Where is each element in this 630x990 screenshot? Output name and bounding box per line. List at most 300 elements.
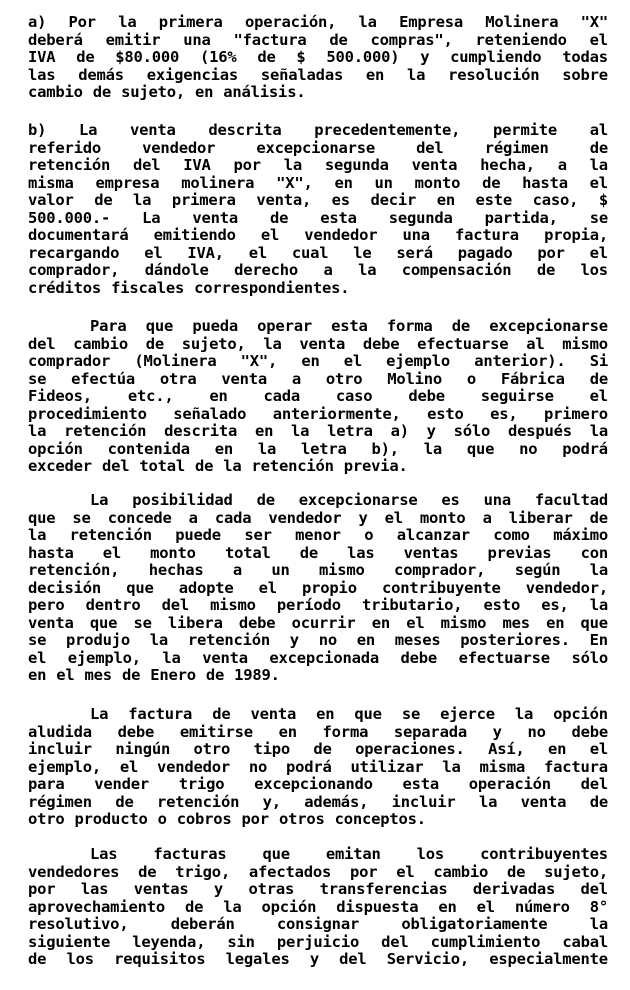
word: efectuarse — [417, 334, 509, 353]
word: las — [80, 880, 109, 898]
word: puede — [175, 526, 221, 544]
word: "X", — [276, 173, 313, 192]
word: el — [589, 173, 608, 192]
word: régimen — [28, 792, 92, 811]
word: Para — [90, 317, 127, 335]
word: no — [248, 757, 268, 776]
word: el — [589, 30, 608, 49]
word: En — [589, 631, 608, 649]
word: o — [364, 526, 374, 544]
word: cual — [291, 243, 329, 262]
word: efectúa — [71, 369, 136, 388]
word: otro — [193, 740, 231, 758]
word: que — [262, 845, 290, 863]
word: anterior). — [474, 352, 566, 370]
word: y — [426, 422, 436, 440]
word: Molinera — [485, 13, 559, 31]
word: la — [291, 422, 310, 440]
word: efectuarse — [458, 648, 550, 667]
word: legales — [225, 950, 290, 968]
word: excepcionarse — [298, 491, 418, 509]
word: $ — [296, 48, 306, 66]
word: la — [263, 334, 282, 353]
word: de — [145, 334, 164, 353]
word: dentro — [85, 596, 141, 614]
word: en — [371, 613, 390, 632]
word: de — [589, 792, 608, 811]
word: demás — [78, 65, 124, 84]
word: especialmente — [489, 950, 608, 968]
word: la — [589, 156, 608, 174]
word: aprovechamiento — [28, 897, 165, 916]
word: total — [224, 543, 271, 562]
word: pagado — [457, 243, 513, 262]
word: de — [270, 208, 289, 227]
text-line — [28, 562, 608, 580]
word: la — [478, 792, 498, 811]
word: todas — [562, 48, 608, 66]
word: la — [423, 439, 443, 458]
word: caso — [335, 387, 373, 405]
word: de — [329, 30, 348, 49]
word: empresa — [95, 173, 160, 192]
word: por — [28, 880, 56, 898]
word: esto — [427, 404, 464, 423]
word: la — [223, 897, 242, 916]
word: dándole — [144, 261, 209, 279]
word: en — [548, 740, 567, 758]
word: de — [94, 191, 113, 209]
text-line — [28, 245, 608, 263]
word: vendedor — [268, 508, 342, 527]
word: operaciones. — [355, 740, 465, 758]
word: excepcionada — [269, 648, 379, 667]
word: venta, — [256, 191, 312, 209]
word: sobre — [562, 65, 608, 84]
word: en — [316, 705, 335, 723]
word: en — [195, 83, 214, 101]
word: es, — [541, 596, 569, 614]
text-line — [28, 899, 608, 917]
word: de — [451, 317, 470, 335]
word: del — [101, 457, 130, 475]
word: emitirse — [179, 722, 253, 741]
word: cumpliendo — [450, 48, 542, 66]
word: mismo — [318, 561, 365, 579]
word: debe — [571, 722, 608, 741]
word: el — [144, 243, 163, 262]
word: y — [420, 48, 430, 66]
word: comprador, — [394, 561, 486, 579]
word: otros — [278, 810, 325, 828]
text-line — [28, 776, 608, 794]
word: decisión — [28, 578, 102, 597]
word: número — [514, 897, 570, 916]
word: excepcionarse — [256, 138, 376, 157]
word: operar — [257, 317, 312, 335]
word: el — [476, 897, 495, 916]
text-line — [28, 759, 608, 777]
word: en — [278, 722, 297, 741]
word: esta — [331, 317, 368, 335]
word: factura — [455, 226, 519, 244]
word: vendedor, — [525, 578, 608, 597]
text-line — [28, 545, 608, 563]
word: del — [416, 138, 444, 157]
word: procedimiento — [28, 404, 147, 423]
word: opción — [28, 439, 83, 458]
word: descrita — [208, 121, 282, 139]
word: b) — [28, 121, 47, 139]
word: propio — [302, 578, 357, 597]
word: los — [416, 845, 445, 863]
word: el — [589, 387, 608, 405]
word: 500.000.- — [28, 208, 111, 227]
word: en — [301, 352, 320, 370]
text-line — [28, 318, 608, 336]
word: el — [589, 740, 608, 758]
word: sujeto, — [181, 334, 246, 353]
word: el — [384, 508, 403, 527]
word: derecho — [234, 261, 299, 279]
word: de — [313, 740, 332, 758]
word: de — [121, 666, 141, 684]
word: por — [349, 862, 378, 881]
word: la — [589, 422, 608, 440]
word: menor — [295, 526, 341, 544]
word: el — [260, 226, 280, 244]
word: misma — [28, 173, 74, 192]
word: contribuyentes — [480, 845, 608, 863]
word: referido — [28, 138, 102, 157]
word: vendedor — [142, 138, 216, 157]
word: y — [213, 880, 224, 898]
word: del — [133, 156, 161, 174]
text-line — [28, 84, 608, 102]
word: del — [339, 950, 367, 968]
word: la — [118, 13, 137, 31]
word: de — [256, 491, 275, 509]
word: la — [589, 561, 608, 579]
word: del — [580, 880, 608, 898]
word: tributario, — [361, 596, 463, 614]
word: a — [557, 156, 567, 174]
word: correspondientes. — [194, 278, 350, 297]
word: se — [589, 208, 608, 227]
word: y — [492, 722, 502, 741]
word: se — [28, 369, 47, 388]
word: previa. — [343, 457, 408, 475]
word: es — [331, 191, 350, 209]
word: no — [519, 439, 538, 458]
word: separada — [393, 722, 467, 741]
word: la — [133, 191, 152, 209]
word: vendedores — [28, 862, 120, 881]
word: el — [119, 757, 139, 776]
word: alcanzar — [396, 526, 470, 544]
word: venta — [299, 334, 346, 353]
word: 1989. — [234, 666, 280, 684]
word: ningún — [115, 740, 171, 758]
word: debe — [400, 648, 438, 667]
word: máximo — [553, 526, 608, 544]
word: se — [401, 705, 421, 723]
word: (16% — [200, 48, 237, 66]
word: se — [28, 631, 47, 649]
text-line — [28, 794, 608, 812]
word: mes — [502, 613, 530, 632]
text-line — [28, 32, 608, 50]
text-line — [28, 406, 608, 424]
word: Empresa — [399, 13, 463, 31]
word: emitiendo — [153, 226, 236, 244]
text-line — [28, 580, 608, 598]
word: los — [66, 950, 94, 968]
word: IVA — [28, 48, 56, 66]
word: siguiente — [28, 932, 111, 951]
word: hasta — [522, 173, 568, 192]
word: monto — [419, 508, 466, 527]
word: según — [514, 561, 561, 579]
word: posibilidad — [132, 491, 233, 509]
word: liberar — [508, 508, 573, 527]
text-line — [28, 492, 608, 510]
word: a) — [28, 13, 47, 31]
word: además, — [304, 792, 369, 811]
word: hechas — [148, 561, 204, 579]
word: retención — [28, 156, 111, 174]
word: y — [289, 631, 299, 649]
word: retención — [187, 631, 270, 649]
word: IVA, — [187, 243, 224, 262]
word: retención — [64, 422, 147, 440]
word: una — [183, 30, 211, 49]
word: de — [589, 508, 608, 527]
word: previas — [487, 543, 552, 562]
word: deberán — [170, 915, 235, 933]
word: la — [589, 596, 608, 614]
word: utilizar — [350, 757, 424, 776]
word: IVA — [183, 156, 211, 174]
word: en — [436, 191, 455, 209]
word: podrá — [285, 757, 332, 776]
word: opción — [553, 705, 608, 723]
word: la — [358, 13, 377, 31]
word: la — [407, 65, 426, 84]
word: será — [396, 243, 433, 262]
word: letra — [300, 439, 347, 458]
word: régimen — [484, 138, 549, 157]
word: venta — [411, 156, 458, 174]
word: cambio — [28, 83, 83, 101]
word: y — [358, 508, 368, 527]
text-line — [28, 881, 608, 899]
word: transferencias — [319, 880, 448, 898]
text-line — [28, 14, 608, 32]
word: ejemplo, — [28, 757, 102, 776]
text-line — [28, 336, 608, 354]
text-line — [28, 458, 608, 476]
word: en — [356, 631, 376, 649]
word: un — [271, 561, 290, 579]
word: una — [402, 226, 430, 244]
word: comprador — [28, 352, 111, 370]
word: sólo — [571, 648, 608, 667]
word: sólo — [453, 422, 491, 440]
word: en — [28, 666, 47, 684]
word: producto — [74, 810, 148, 828]
word: primera — [171, 191, 236, 209]
word: anteriormente, — [272, 404, 401, 423]
word: incluir — [28, 740, 92, 758]
word: por — [241, 810, 269, 828]
word: señalado — [173, 404, 247, 423]
word: concede — [107, 508, 172, 527]
word: facultad — [534, 491, 608, 509]
word: dispuesta — [336, 897, 419, 916]
text-line — [28, 388, 608, 406]
word: primera — [158, 13, 223, 31]
word: y, — [262, 792, 281, 811]
word: otras — [248, 880, 295, 898]
word: excepcionarse — [489, 317, 608, 335]
text-line — [28, 262, 608, 280]
text-line — [28, 49, 608, 67]
word: período — [276, 596, 341, 614]
word: señaladas — [260, 65, 344, 84]
word: leyenda, — [132, 932, 206, 951]
word: después — [507, 422, 572, 440]
word: el — [589, 243, 608, 262]
text-line — [28, 650, 608, 668]
word: debe — [117, 722, 155, 741]
word: de — [28, 950, 47, 968]
word: venta — [28, 613, 74, 632]
word: $ — [598, 191, 608, 209]
word: el — [396, 862, 415, 881]
word: propia, — [544, 226, 608, 244]
word: "X" — [580, 13, 608, 31]
word: valor — [28, 191, 74, 209]
word: posteriores. — [460, 631, 570, 649]
word: b), — [371, 439, 399, 458]
word: Las — [90, 845, 118, 863]
word: del — [580, 775, 608, 793]
word: en — [209, 387, 228, 405]
word: retención — [251, 457, 334, 475]
word: al — [526, 334, 545, 353]
word: adopte — [178, 578, 234, 597]
word: que — [580, 613, 608, 632]
word: ocurrir — [291, 613, 356, 632]
word: retención, — [28, 561, 120, 579]
word: a) — [390, 422, 409, 440]
word: seguirse — [480, 387, 554, 405]
word: venta — [250, 705, 297, 723]
word: la — [589, 915, 608, 933]
word: la — [28, 422, 47, 440]
word: forma — [322, 722, 369, 741]
word: incluir — [391, 792, 456, 811]
word: en — [214, 439, 233, 458]
paragraph-posibilidad-excepcionarse — [28, 492, 608, 685]
word: este — [475, 191, 513, 209]
word: de — [76, 48, 95, 66]
word: se — [133, 613, 152, 632]
word: la — [257, 439, 277, 458]
word: en — [438, 897, 457, 916]
word: el — [28, 648, 47, 667]
word: de — [506, 862, 526, 881]
text-line — [28, 706, 608, 724]
word: o — [157, 810, 167, 828]
word: sin — [227, 932, 255, 951]
word: operación — [468, 775, 551, 793]
word: Molino — [387, 369, 443, 388]
word: letra — [327, 422, 373, 440]
word: las — [28, 65, 56, 84]
word: esta — [320, 208, 357, 227]
word: el — [406, 613, 425, 632]
word: créditos — [28, 278, 102, 297]
word: ventas — [133, 880, 189, 898]
text-line — [28, 934, 608, 952]
word: la — [223, 457, 242, 475]
word: emitan — [325, 845, 381, 863]
word: retención — [69, 526, 152, 544]
text-line — [28, 192, 608, 210]
word: descrita — [164, 422, 238, 440]
word: contribuyente — [381, 578, 501, 597]
word: es — [441, 491, 460, 509]
word: de — [536, 261, 556, 279]
word: meses — [394, 631, 441, 649]
word: cumplimiento — [430, 932, 541, 951]
text-line — [28, 632, 608, 650]
word: la — [28, 526, 47, 544]
word: cambio — [73, 334, 128, 353]
word: La — [90, 491, 109, 509]
word: contenida — [107, 439, 190, 458]
word: monto — [150, 543, 196, 562]
word: Si — [589, 352, 608, 370]
word: por — [233, 156, 261, 174]
word: que — [126, 578, 154, 597]
word: mismo — [562, 334, 608, 353]
word: otro — [28, 810, 65, 828]
word: ser — [244, 526, 272, 544]
word: en — [365, 65, 385, 84]
word: la — [442, 757, 461, 776]
word: es, — [490, 404, 518, 423]
word: factura — [543, 757, 608, 776]
text-line — [28, 140, 608, 158]
word: podrá — [562, 439, 608, 458]
word: (Molinera — [134, 352, 217, 370]
word: la — [149, 631, 169, 649]
word: el — [56, 666, 75, 684]
word: o — [466, 369, 477, 388]
word: ejemplo, — [67, 648, 141, 667]
word: exceder — [28, 457, 92, 475]
word: ejerce — [440, 705, 495, 723]
word: de — [92, 83, 112, 101]
paragraph-facturas-contribuyentes — [28, 846, 608, 969]
word: el — [248, 243, 267, 262]
word: sujeto, — [121, 83, 185, 101]
word: deberá — [28, 30, 83, 49]
word: permite — [493, 121, 557, 139]
